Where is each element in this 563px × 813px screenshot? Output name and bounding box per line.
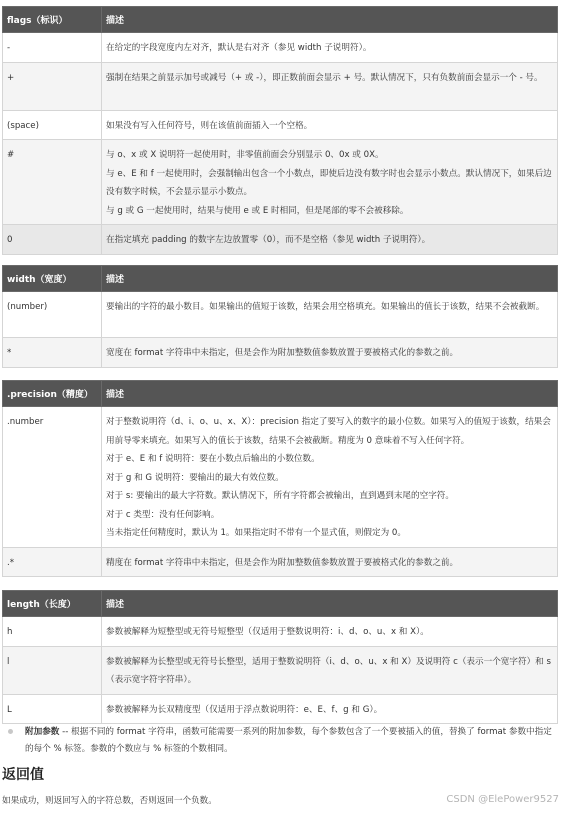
return-value-heading: 返回值	[2, 767, 44, 783]
desc-line: 与 g 或 G 一起使用时，结果与使用 e 或 E 时相同，但是尾部的零不会被移除。	[106, 205, 409, 216]
precision-table	[2, 380, 558, 577]
desc-line: 当未指定任何精度时，默认为 1。如果指定时不带有一个显式值，则假定为 0。	[106, 528, 406, 538]
desc-line: 对于 e、E 和 f 说明符：要在小数点后输出的小数位数。	[106, 454, 320, 464]
desc-line: 参数被解释为长整型或无符号长整型，适用于整数说明符（i、d、o、u、x 和 X）及说明符 c（表示一个宽字符）和 s（表示宽字符字符串）。	[106, 656, 551, 685]
table-row	[3, 225, 558, 255]
note-bold: 附加参数	[25, 727, 60, 737]
desc-line: 在给定的字段宽度内左对齐，默认是右对齐（参见 width 子说明符）。	[106, 43, 372, 53]
row-key: .*	[3, 547, 102, 577]
desc-line: 对于整数说明符（d、i、o、u、x、X）：precision 指定了要写入的数字的最小位数。如果写入的值短于该数，结果会用前导零来填充。如果写入的值长于该数，结果不会被截断。精度为 0 意味着不写入任何字符。	[106, 417, 551, 446]
row-key: -	[3, 33, 102, 63]
row-desc	[102, 694, 558, 724]
row-desc	[102, 407, 558, 548]
desc-line: 在指定填充 padding 的数字左边放置零（0），而不是空格（参见 width 子说明符）。	[106, 235, 431, 245]
table-row	[3, 110, 558, 140]
row-key: *	[3, 338, 102, 368]
width-table	[2, 265, 558, 368]
row-desc	[102, 110, 558, 140]
row-desc	[102, 292, 558, 338]
flags-table	[2, 6, 558, 255]
desc-line: 要输出的字符的最小数目。如果输出的值短于该数，结果会用空格填充。如果输出的值长于该数，结果不会被截断。	[106, 302, 545, 312]
desc-line: 如果没有写入任何符号，则在该值前面插入一个空格。	[106, 120, 313, 131]
row-desc	[102, 547, 558, 577]
table-row	[3, 140, 558, 225]
row-key: #	[3, 140, 102, 225]
row-key: (number)	[3, 292, 102, 338]
row-desc	[102, 225, 558, 255]
desc-line: 对于 s: 要输出的最大字符数。默认情况下，所有字符都会被输出，直到遇到末尾的空字符。	[106, 491, 454, 501]
desc-line: 与 o、x 或 X 说明符一起使用时，非零值前面会分别显示 0、0x 或 0X。	[106, 150, 384, 160]
table-header	[3, 266, 558, 292]
desc-line: 参数被解释为短整型或无符号短整型（仅适用于整数说明符：i、d、o、u、x 和 X）。	[106, 627, 429, 637]
row-desc	[102, 140, 558, 225]
return-value-text: 如果成功，则返回写入的字符总数，否则返回一个负数。	[2, 796, 217, 806]
table-row	[3, 617, 558, 647]
row-key: (space)	[3, 110, 102, 140]
row-desc	[102, 33, 558, 63]
desc-line: 对于 g 和 G 说明符：要输出的最大有效位数。	[106, 472, 284, 483]
header-cell: 描述	[102, 266, 558, 292]
bullet-icon	[8, 729, 13, 734]
desc-line: 强制在结果之前显示加号或减号（+ 或 -），即正数前面会显示 + 号。默认情况下，只有负数前面会显示一个 - 号。	[106, 72, 543, 83]
table-row	[3, 407, 558, 548]
note-body: -- 根据不同的 format 字符串，函数可能需要一系列的附加参数，每个参数包含了一个要被插入的值，替换了 format 参数中指定的每个 % 标签。参数的个数应与 % 标签的个数相同。	[25, 727, 552, 754]
table-header	[3, 381, 558, 407]
row-desc	[102, 62, 558, 110]
table-row	[3, 62, 558, 110]
table-row	[3, 33, 558, 63]
desc-line: 参数被解释为长双精度型（仅适用于浮点数说明符：e、E、f、g 和 G）。	[106, 704, 383, 715]
header-cell: width（宽度）	[3, 266, 102, 292]
header-cell: .precision（精度）	[3, 381, 102, 407]
desc-line: 精度在 format 字符串中未指定，但是会作为附加整数值参数放置于要被格式化的参数之前。	[106, 557, 459, 568]
additional-arguments-note	[8, 724, 558, 758]
table-header	[3, 591, 558, 617]
row-key: +	[3, 62, 102, 110]
header-cell: flags（标识）	[3, 7, 102, 33]
note-text	[25, 724, 558, 758]
table-row	[3, 292, 558, 338]
row-key: .number	[3, 407, 102, 548]
table-row	[3, 646, 558, 694]
desc-line: 对于 c 类型：没有任何影响。	[106, 509, 220, 520]
header-cell: 描述	[102, 591, 558, 617]
row-key: h	[3, 617, 102, 647]
table-row	[3, 694, 558, 724]
row-key: 0	[3, 225, 102, 255]
row-desc	[102, 646, 558, 694]
desc-line: 与 e、E 和 f 一起使用时，会强制输出包含一个小数点，即使后边没有数字时也会显示小数点。默认情况下，如果后边没有数字时候，不会显示显示小数点。	[106, 168, 552, 197]
table-row	[3, 338, 558, 368]
desc-line: 宽度在 format 字符串中未指定，但是会作为附加整数值参数放置于要被格式化的参数之前。	[106, 348, 459, 358]
row-desc	[102, 617, 558, 647]
row-key: L	[3, 694, 102, 724]
table-row	[3, 547, 558, 577]
header-cell: 描述	[102, 7, 558, 33]
watermark: CSDN @ElePower9527	[446, 794, 559, 805]
header-cell: 描述	[102, 381, 558, 407]
row-key: l	[3, 646, 102, 694]
table-header	[3, 7, 558, 33]
header-cell: length（长度）	[3, 591, 102, 617]
row-desc	[102, 338, 558, 368]
length-table	[2, 590, 558, 724]
